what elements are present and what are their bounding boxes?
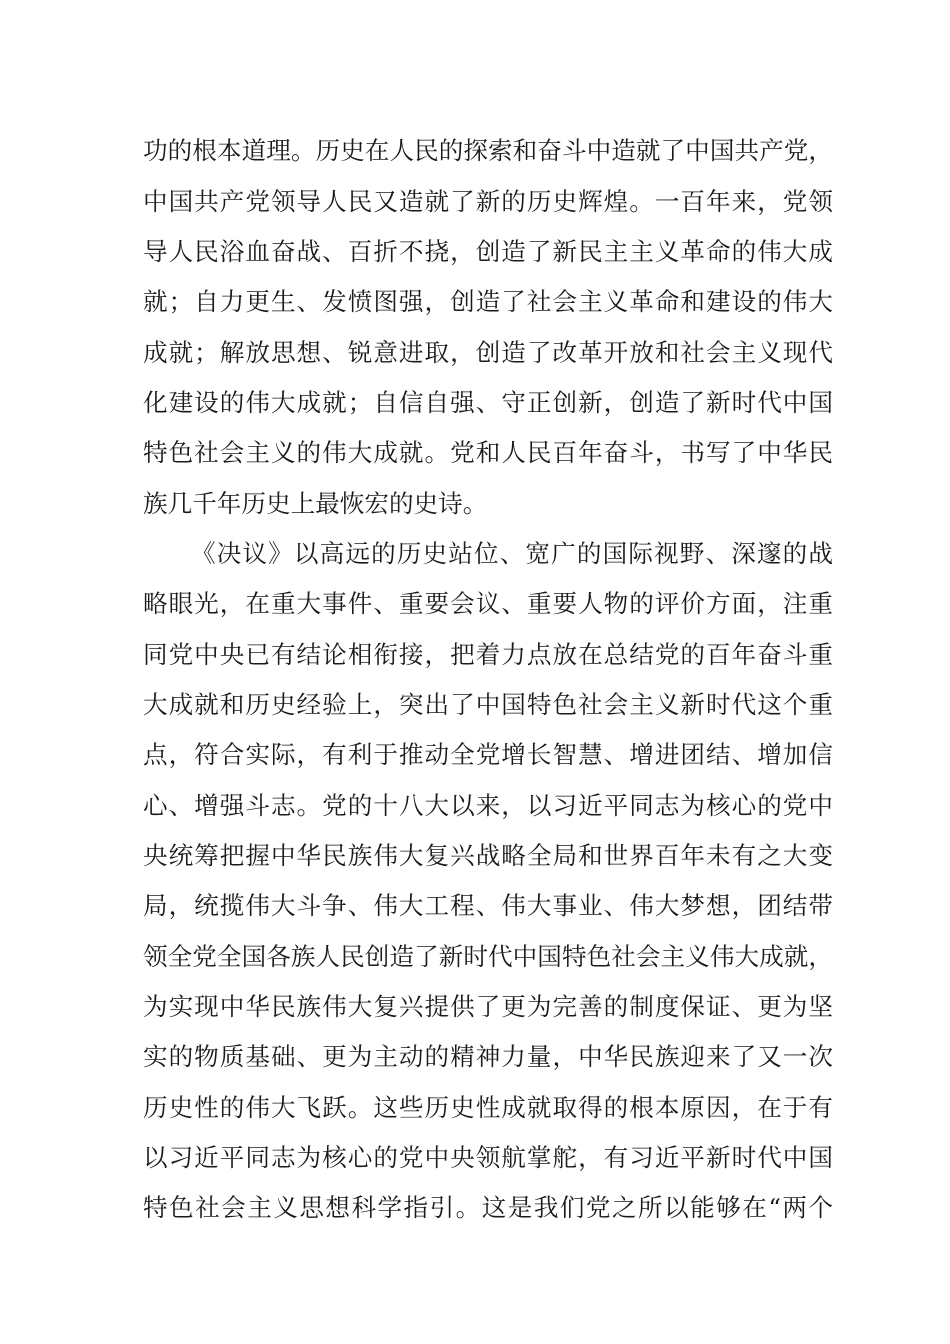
paragraph-line: 局，统揽伟大斗争、伟大工程、伟大事业、伟大梦想，团结带: [143, 891, 833, 920]
paragraph-line: 领全党全国各族人民创造了新时代中国特色社会主义伟大成就，: [143, 942, 833, 971]
paragraph-line: 略眼光，在重大事件、重要会议、重要人物的评价方面，注重: [143, 589, 833, 618]
paragraph-line: 以习近平同志为核心的党中央领航掌舵，有习近平新时代中国: [143, 1143, 833, 1172]
paragraph-line: 功的根本道理。历史在人民的探索和奋斗中造就了中国共产党，: [143, 136, 833, 165]
paragraph-line: 同党中央已有结论相衔接，把着力点放在总结党的百年奋斗重: [143, 640, 833, 669]
paragraph-line: 族几千年历史上最恢宏的史诗。: [143, 489, 488, 518]
paragraph-line: 特色社会主义思想科学指引。这是我们党之所以能够在“两个: [143, 1193, 833, 1222]
paragraph-line: 心、增强斗志。党的十八大以来，以习近平同志为核心的党中: [143, 791, 833, 820]
paragraph-line: 导人民浴血奋战、百折不挠，创造了新民主主义革命的伟大成: [143, 237, 833, 266]
paragraph-line: 为实现中华民族伟大复兴提供了更为完善的制度保证、更为坚: [143, 992, 833, 1021]
paragraph-line: 中国共产党领导人民又造就了新的历史辉煌。一百年来，党领: [143, 187, 833, 216]
paragraph-line: 历史性的伟大飞跃。这些历史性成就取得的根本原因，在于有: [143, 1093, 833, 1122]
paragraph-line: 点，符合实际，有利于推动全党增长智慧、增进团结、增加信: [143, 740, 833, 769]
paragraph-line: 《决议》以高远的历史站位、宽广的国际视野、深邃的战: [191, 539, 833, 568]
paragraph-line: 化建设的伟大成就；自信自强、守正创新，创造了新时代中国: [143, 388, 833, 417]
paragraph-line: 成就；解放思想、锐意进取，创造了改革开放和社会主义现代: [143, 338, 833, 367]
paragraph-line: 就；自力更生、发愤图强，创造了社会主义革命和建设的伟大: [143, 287, 833, 316]
paragraph-line: 特色社会主义的伟大成就。党和人民百年奋斗，书写了中华民: [143, 438, 833, 467]
paragraph-line: 实的物质基础、更为主动的精神力量，中华民族迎来了又一次: [143, 1042, 833, 1071]
paragraph-line: 大成就和历史经验上，突出了中国特色社会主义新时代这个重: [143, 690, 833, 719]
paragraph-line: 央统筹把握中华民族伟大复兴战略全局和世界百年未有之大变: [143, 841, 833, 870]
